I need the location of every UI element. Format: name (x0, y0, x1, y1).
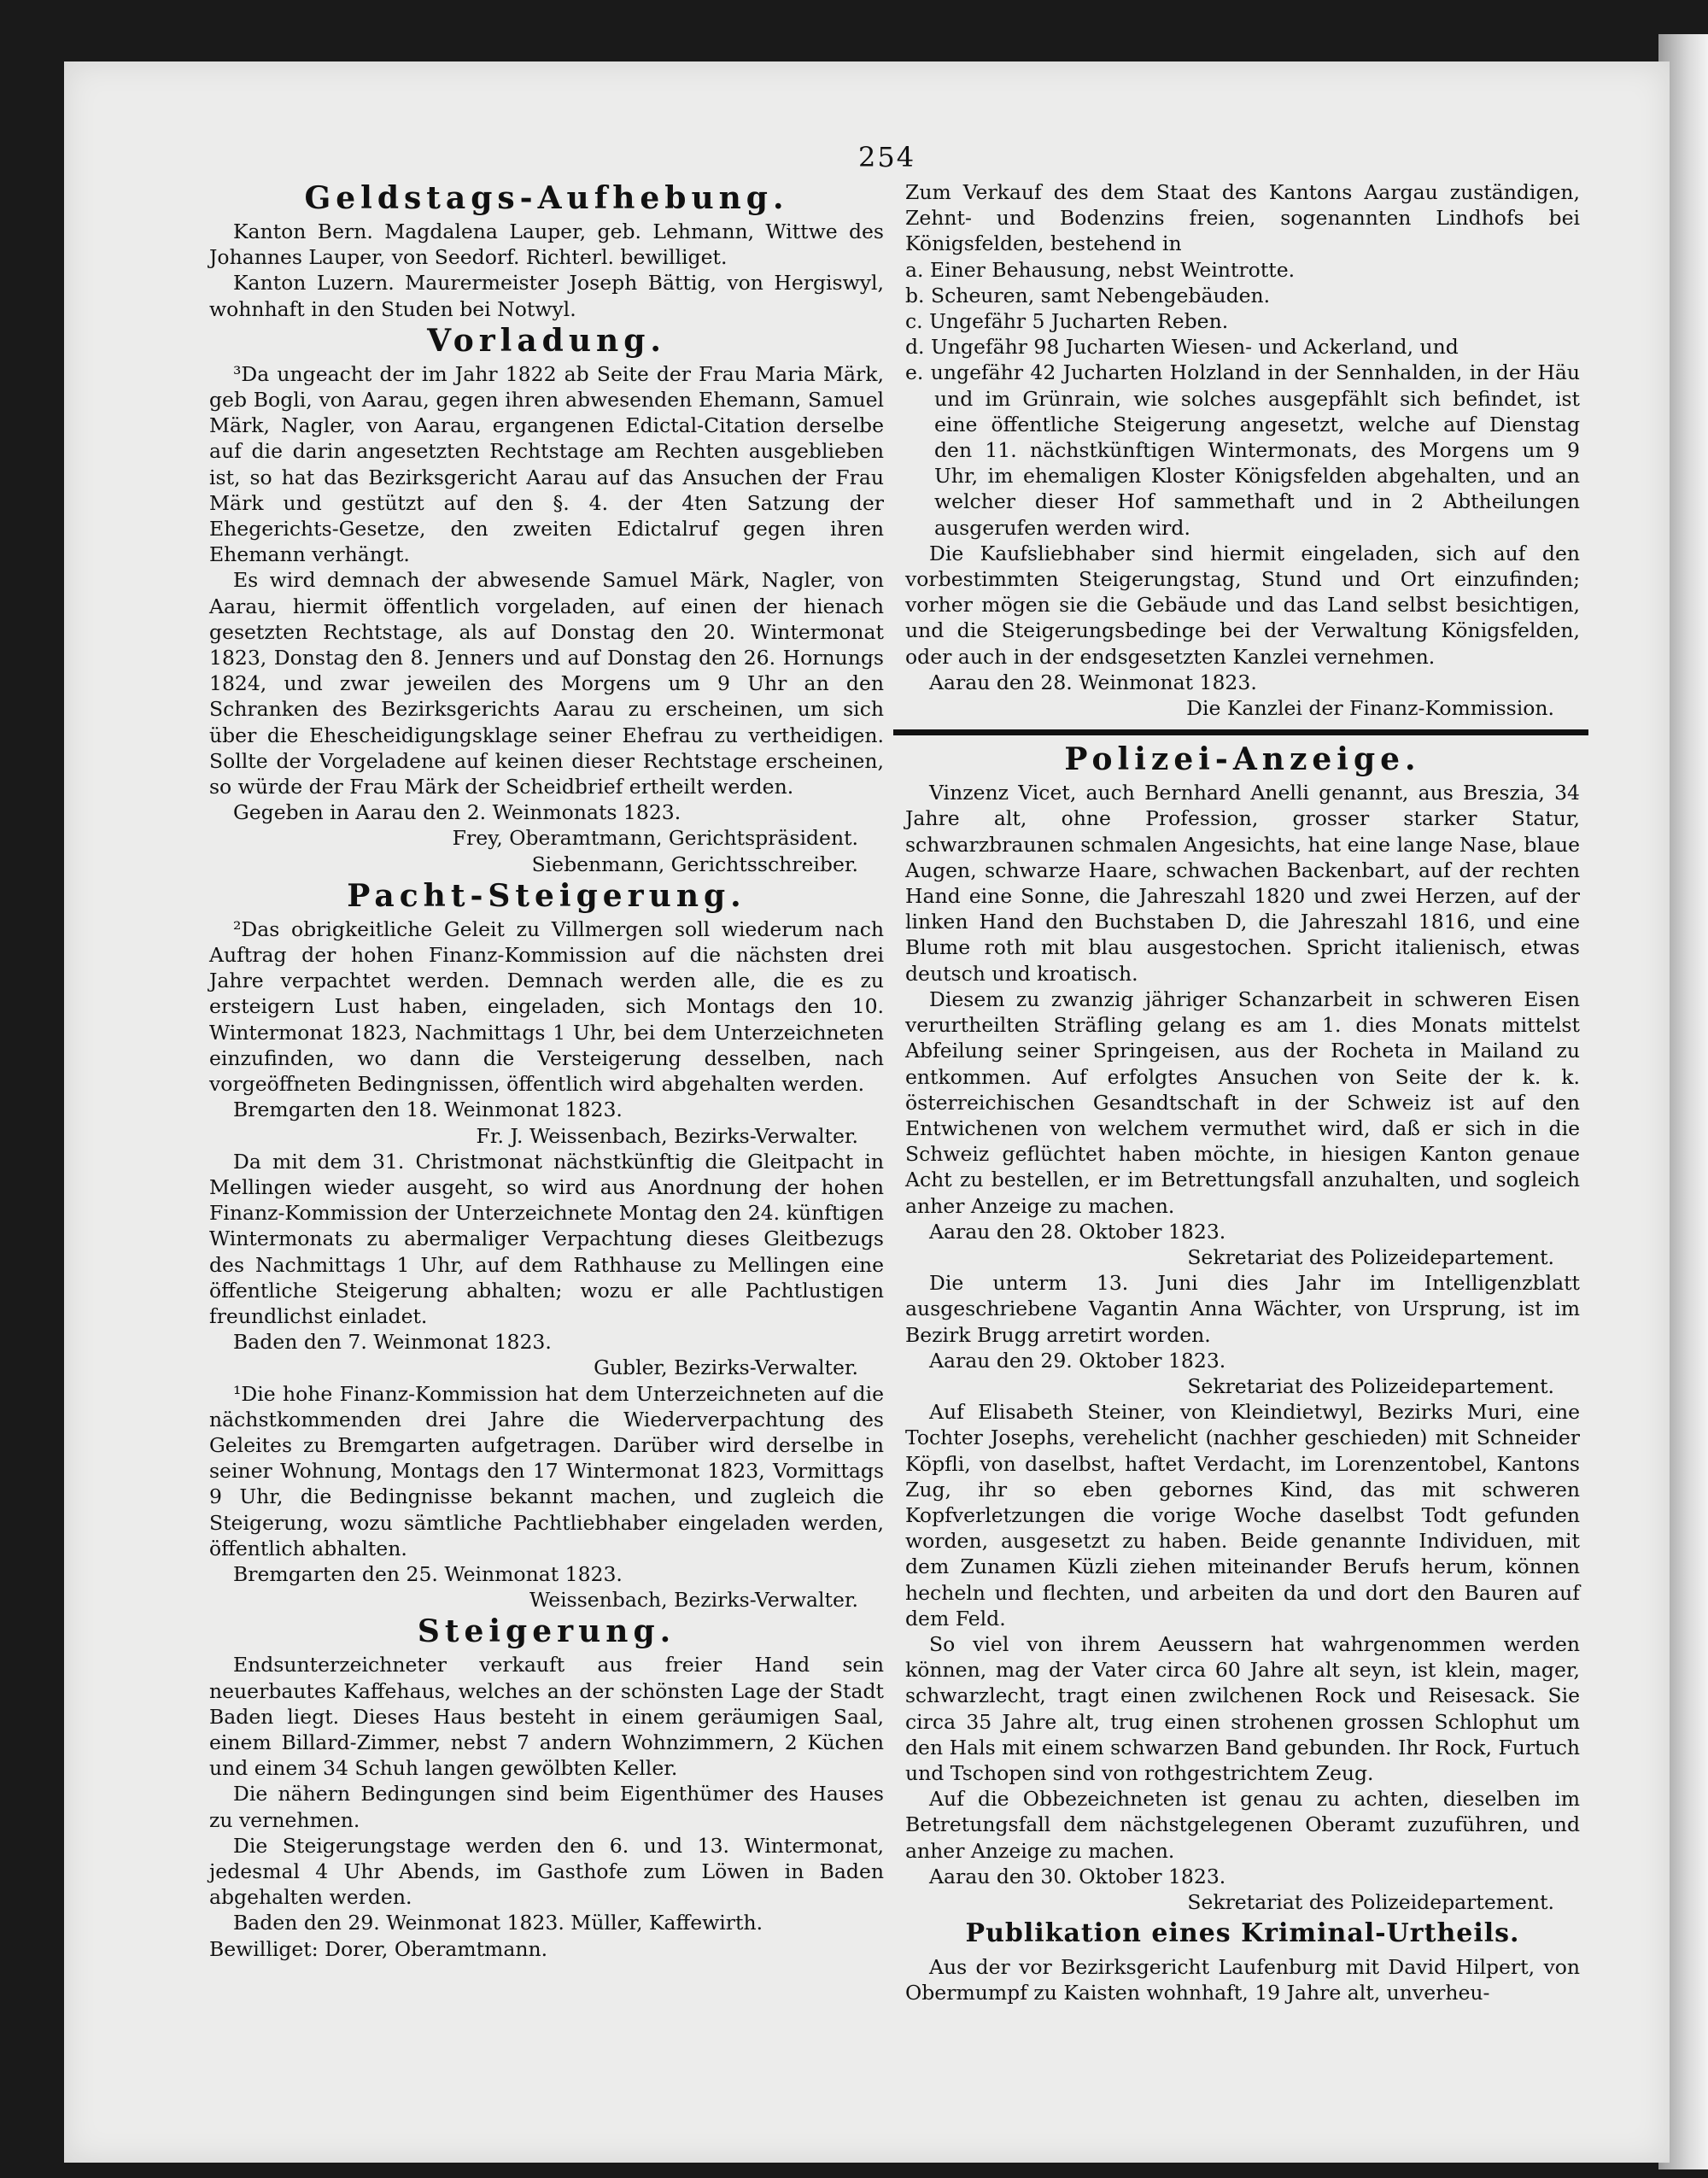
vorladung-signature: Siebenmann, Gerichtsschreiber. (531, 852, 858, 876)
pacht-paragraph: Da mit dem 31. Christmonat nächstkünftig die Gleitpacht in Mellingen wieder ausgeht, so wird aus Anordnung der hohen Finanz-Kommission der Unterzeichnete Montag den 24. künftigen Wintermonats zu abermaliger Verpachtung dieses Gleitbezugs des Nachmittags 1 Uhr, auf dem Rathhause zu Mellingen eine öffentliche Steigerung abhalten; wozu er alle Pachtlustigen freundlichst einladet. (209, 1149, 884, 1328)
verkauf-date: Aarau den 28. Weinmonat 1823. (929, 670, 1257, 694)
polizei-signature: Sekretariat des Polizeidepartement. (1187, 1373, 1554, 1398)
pacht-signature: Fr. J. Weissenbach, Bezirks-Verwalter. (476, 1123, 858, 1148)
polizei-heading: Polizei-Anzeige. (1064, 741, 1421, 778)
verkauf-signature: Die Kanzlei der Finanz-Kommission. (1186, 696, 1554, 721)
vorladung-heading: Vorladung. (427, 322, 666, 359)
section-divider (893, 729, 1588, 735)
pacht-date: Baden den 7. Weinmonat 1823. (233, 1330, 552, 1355)
pacht-date: Bremgarten den 25. Weinmonat 1823. (233, 1561, 623, 1586)
vorladung-paragraph: Es wird demnach der abwesende Samuel Märk, Nagler, von Aarau, hiermit öffentlich vorgeladen, auf einen der hienach gesetzten Rechtstage, als auf Donstag den 20. Wintermonat 1823, Donstag den 8. Jenners und auf Donstag den 26. Hornungs 1824, und zwar jeweilen des Morgens um 9 Uhr an den Schranken des Bezirksgerichts Aarau zu erscheinen, um sich über die Ehescheidigungsklage seiner Ehefrau zu vertheidigen. Sollte der Vorgeladene auf keinen dieser Rechtstage erscheinen, so würde der Frau Märk der Scheidbrief ertheilt werden. (209, 568, 884, 799)
geldstag-entry: Kanton Luzern. Maurermeister Joseph Bättig, von Hergiswyl, wohnhaft in den Studen bei Notwyl. (209, 271, 884, 321)
polizei-paragraph: Vinzenz Vicet, auch Bernhard Anelli genannt, aus Breszia, 34 Jahre alt, ohne Profession, grosser starker Statur, schwarzbraunen schmalen Angesichts, hat eine lange Nase, blaue Augen, schwarze Haare, schwachen Backenbart, auf der rechten Hand eine Sonne, die Jahreszahl 1820 und zwei Herzen, auf der linken Hand den Buchstaben D, die Jahreszahl 1816, und eine Blume roth mit blau ausgestochen. Spricht italienisch, etwas deutsch und kroatisch. (905, 781, 1580, 986)
geldstag-heading: Geldstags-Aufhebung. (304, 180, 789, 216)
list-item: b. Scheuren, samt Nebengebäuden. (905, 283, 1271, 307)
left-column (209, 179, 884, 1962)
vorladung-paragraph: ³Da ungeacht der im Jahr 1822 ab Seite der Frau Maria Märk, geb Bogli, von Aarau, gegen ihren abwesenden Ehemann, Samuel Märk, Nagler, von Aarau, ergangenen Edictal-Citation derselbe auf die darin angesetzten Rechtstage am Rechten ausgeblieben ist, so hat das Bezirksgericht Aarau auf das Ansuchen der Frau Märk und gestützt auf den §. 4. der 4ten Satzung der Ehegerichts-Gesetze, den zweiten Edictalruf gegen ihren Ehemann verhängt. (209, 361, 884, 567)
pacht-signature: Gubler, Bezirks-Verwalter. (594, 1355, 858, 1380)
steigerung-paragraph: Die nähern Bedingungen sind beim Eigenthümer des Hauses zu vernehmen. (209, 1782, 884, 1832)
vorladung-signature: Frey, Oberamtmann, Gerichtspräsident. (452, 826, 858, 851)
polizei-signature: Sekretariat des Polizeidepartement. (1187, 1244, 1554, 1269)
steigerung-paragraph: Endsunterzeichneter verkauft aus freier Hand sein neuerbautes Kaffehaus, welches an der schönsten Lage der Stadt Baden liegt. Dieses Haus besteht in einem geräumigen Saal, einem Billard-Zimmer, nebst 7 andern Wohnzimmern, 2 Küchen und einem 34 Schuh langen gewölbten Keller. (209, 1653, 884, 1781)
pacht-paragraph: ²Das obrigkeitliche Geleit zu Villmergen soll wiederum nach Auftrag der hohen Finanz-Kommission auf die nächsten drei Jahre verpachtet werden. Demnach werden alle, die es zu ersteigern Lust haben, eingeladen, sich Montags den 10. Wintermonat 1823, Nachmittags 1 Uhr, bei dem Unterzeichneten einzufinden, wo dann die Versteigerung desselben, nach vorgeöffneten Bedingnissen, öffentlich wird abgehalten werden. (209, 916, 884, 1097)
polizei-paragraph: So viel von ihrem Aeussern hat wahrgenommen werden können, mag der Vater circa 60 Jahre alt seyn, ist klein, mager, schwarzlecht, tragt einen zwilchenen Rock und Reisesack. Sie circa 35 Jahre alt, trug einen strohenen grossen Schlophut um den Hals mit einem schwarzen Band gebunden. Ihr Rock, Furtuch und Tschopen sind von rothgestrichtem Zeug. (905, 1631, 1580, 1785)
polizei-paragraph: Auf die Obbezeichneten ist genau zu achten, dieselben im Betretungsfall dem nächstgelegenen Oberamt zuzuführen, und anher Anzeige zu machen. (905, 1787, 1580, 1863)
polizei-date: Aarau den 30. Oktober 1823. (929, 1864, 1226, 1888)
pacht-date: Bremgarten den 18. Weinmonat 1823. (233, 1098, 623, 1122)
steigerung-date: Baden den 29. Weinmonat 1823. Müller, Kaffewirth. (233, 1911, 763, 1935)
polizei-paragraph: Die unterm 13. Juni dies Jahr im Intelligenzblatt ausgeschriebene Vagantin Anna Wächter, von Ursprung, ist im Bezirk Brugg arretirt worden. (905, 1271, 1580, 1347)
steigerung-paragraph: Die Steigerungstage werden den 6. und 13. Wintermonat, jedesmal 4 Uhr Abends, im Gasthofe zum Löwen in Baden abgehalten werden. (209, 1833, 884, 1910)
list-item: c. Ungefähr 5 Jucharten Reben. (905, 309, 1229, 334)
list-item: e. ungefähr 42 Jucharten Holzland in der Sennhalden, in der Häu und im Grünrain, wie solches ausgepfählt sich befindet, ist eine öffentliche Steigerung angesetzt, welche auf Dienstag den 11. nächstkünftigen Wintermonats, des Morgens um 9 Uhr, im ehemaligen Kloster Königsfelden abgehalten, und an welcher dieser Hof sammethaft und in 2 Abtheilungen ausgerufen werden wird. (905, 360, 1580, 540)
polizei-paragraph: Diesem zu zwanzig jähriger Schanzarbeit in schweren Eisen verurtheilten Sträfling gelang es am 1. dies Monats mittelst Abfeilung seiner Springeisen, aus der Rocheta in Mailand zu entkommen. Auf erfolgtes Ansuchen von Seite der k. k. österreichischen Gesandtschaft in der Schweiz ist auf den Entwichenen von welchem vermuthet wird, daß er sich in die Schweiz geflüchtet haben möchte, in hiesigen Kanton genaue Acht zu bestellen, er im Betrettungsfall anzuhalten, und sogleich anher Anzeige zu machen. (905, 987, 1580, 1218)
right-column (905, 179, 1580, 2006)
steigerung-approval: Bewilliget: Dorer, Oberamtmann. (209, 1936, 548, 1961)
geldstag-entry: Kanton Bern. Magdalena Lauper, geb. Lehmann, Wittwe des Johannes Lauper, von Seedorf. Richterl. bewilliget. (209, 220, 884, 270)
steigerung-heading: Steigerung. (417, 1613, 676, 1650)
polizei-paragraph: Auf Elisabeth Steiner, von Kleindietwyl, Bezirks Muri, eine Tochter Josephs, verehelicht (nachher geschieden) mit Schneider Köpfli, von daselbst, haftet Verdacht, im Lorenzentobel, Kantons Zug, ihr so eben gebornes Kind, das mit schweren Kopfverletzungen die vorige Woche daselbst Todt gefunden worden, ausgesetzt zu haben. Beide genannte Individuen, mit dem Zunamen Küzli ziehen miteinander Berufs herum, können hecheln und flechten, und arbeiten da und dort den Bauren auf dem Feld. (905, 1400, 1580, 1631)
pacht-signature: Weissenbach, Bezirks-Verwalter. (529, 1588, 858, 1613)
verkauf-intro: Zum Verkauf des dem Staat des Kantons Aargau zuständigen, Zehnt- und Bodenzins freien, sogenannten Lindhofs bei Königsfelden, bestehend in (905, 180, 1580, 256)
list-item: d. Ungefähr 98 Jucharten Wiesen- und Ackerland, und (905, 335, 1459, 360)
publikation-paragraph: Aus der vor Bezirksgericht Laufenburg mit David Hilpert, von Obermumpf zu Kaisten wohnhaft, 19 Jahre alt, unverheu- (905, 1955, 1580, 2005)
polizei-date: Aarau den 29. Oktober 1823. (929, 1348, 1226, 1373)
verkauf-paragraph: Die Kaufsliebhaber sind hiermit eingeladen, sich auf den vorbestimmten Steigerungstag, Stund und Ort einzufinden; vorher mögen sie die Gebäude und das Land selbst besichtigen, und die Steigerungsbedinge bei der Verwaltung Königsfelden, oder auch in der endsgesetzten Kanzlei vernehmen. (905, 541, 1580, 669)
list-item: a. Einer Behausung, nebst Weintrotte. (905, 257, 1296, 282)
vorladung-date: Gegeben in Aarau den 2. Weinmonats 1823. (233, 800, 681, 825)
polizei-signature: Sekretariat des Polizeidepartement. (1187, 1890, 1554, 1914)
page-number: 254 (858, 141, 916, 173)
publikation-heading: Publikation eines Kriminal-Urtheils. (965, 1918, 1520, 1949)
pacht-paragraph: ¹Die hohe Finanz-Kommission hat dem Unterzeichneten auf die nächstkommenden drei Jahre die Wiederverpachtung des Geleites zu Bremgarten aufgetragen. Darüber wird derselbe in seiner Wohnung, Montags den 17 Wintermonat 1823, Vormittags 9 Uhr, die Bedingnisse bekannt machen, und zugleich die Steigerung, wozu sämtliche Pachtliebhaber eingeladen werden, öffentlich abhalten. (209, 1381, 884, 1560)
verkauf-list (905, 257, 1580, 541)
pacht-heading: Pacht-Steigerung. (347, 877, 746, 914)
polizei-date: Aarau den 28. Oktober 1823. (929, 1219, 1226, 1244)
